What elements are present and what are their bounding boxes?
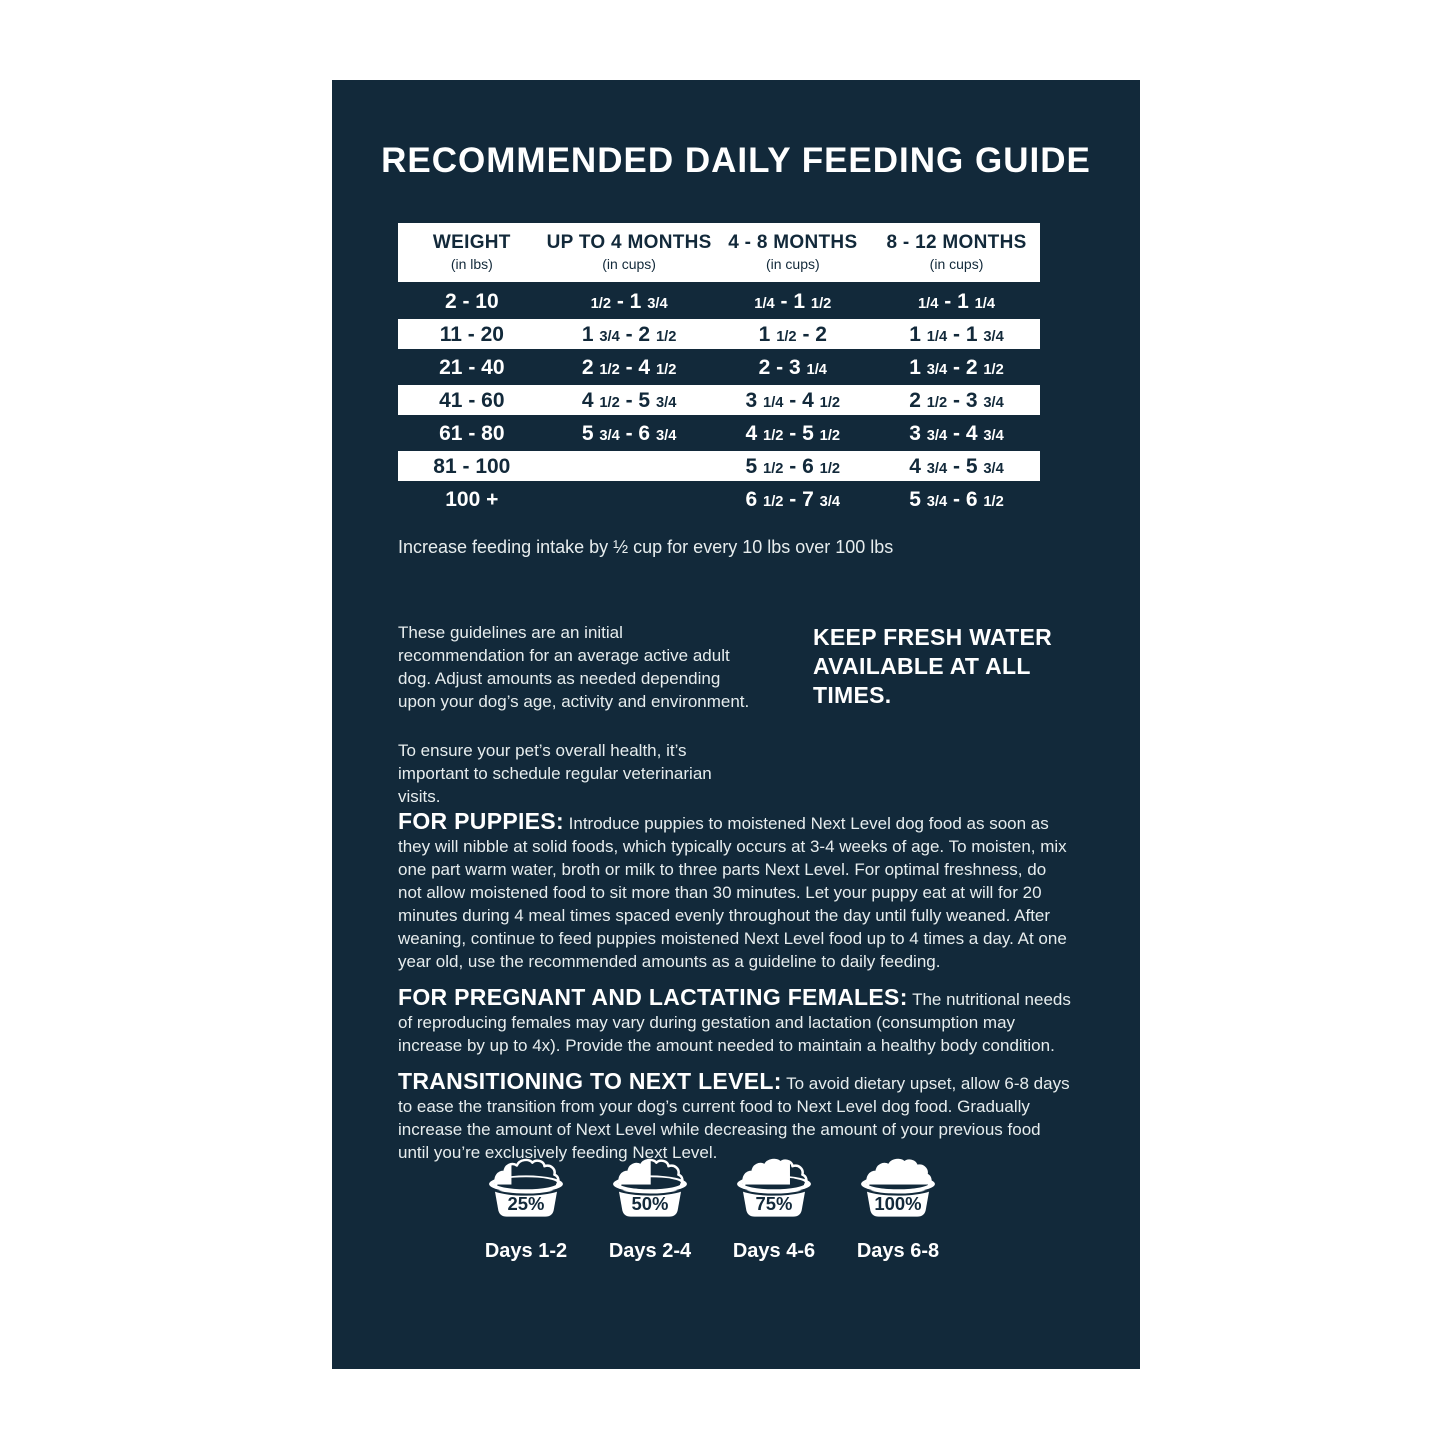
column-label: UP TO 4 MONTHS [546,231,712,253]
transition-step [848,1152,948,1263]
cell-up-to-4-months: 1 3/4 - 2 1/2 [581,322,677,346]
table-row [398,451,1040,481]
cell-weight: 21 - 40 [439,355,505,379]
transition-days-label: Days 1-2 [484,1240,568,1262]
cell-weight: 2 - 10 [444,289,499,313]
section-heading: FOR PREGNANT AND LACTATING FEMALES: [398,984,908,1010]
section-body: Introduce puppies to moistened Next Level dog food as soon as they will nibble at solid foods, which typically occurs at 3-4 weeks of age. To moisten, mix one part warm water, broth or milk to three parts Next Level. For optimal freshness, do not allow moistened food to sit more than 30 minutes. Let your puppy eat at will for 20 minutes during 4 meal times spaced evenly throughout the day until fully weaned. After weaning, continue to feed puppies moistened Next Level food up to 4 times a day. At one year old, use the recommended amounts as a guideline to daily feeding. [398,814,1067,971]
table-footnote: Increase feeding intake by ½ cup for every 10 lbs over 100 lbs [398,537,894,557]
dog-bowl-50-icon [600,1152,700,1223]
column-label: 4 - 8 MONTHS [728,231,858,253]
cell-8-12-months: 4 3/4 - 5 3/4 [909,454,1004,478]
column-unit: (in cups) [765,256,820,273]
cell-4-8-months: 1 1/2 - 2 [758,322,827,346]
cell-4-8-months: 6 1/2 - 7 3/4 [745,487,841,511]
transition-schedule [376,1152,1048,1263]
column-header-8-12-months [873,233,1040,273]
table-row [398,484,1040,514]
column-unit: (in cups) [929,256,984,273]
notes-left-column [398,621,750,808]
transition-percent: 50% [631,1193,669,1215]
cell-up-to-4-months: 1/2 - 1 3/4 [590,289,668,313]
cell-weight: 41 - 60 [439,388,505,412]
table-header-row [398,223,1040,282]
transition-days-label: Days 4-6 [732,1240,816,1262]
cell-4-8-months: 2 - 3 1/4 [758,355,827,379]
cell-8-12-months: 1 3/4 - 2 1/2 [909,355,1004,379]
cell-up-to-4-months: 2 1/2 - 4 1/2 [581,355,677,379]
cell-8-12-months: 1 1/4 - 1 3/4 [909,322,1004,346]
cell-weight: 81 - 100 [433,454,511,478]
section-heading: FOR PUPPIES: [398,808,564,834]
cell-weight: 61 - 80 [439,421,505,445]
section-body: The nutritional needs of reproducing females may vary during gestation and lactation (consumption may increase by up to 4x). Provide the amount needed to maintain a healthy body condition. [398,990,1071,1055]
transition-days-label: Days 6-8 [856,1240,940,1262]
veterinarian-note: To ensure your pet’s overall health, it’s important to schedule regular veterinarian visits. [398,741,712,806]
column-header-up-to-4-months [546,233,713,273]
section-for-puppies [398,810,1072,973]
column-label: WEIGHT [432,231,511,253]
column-label: 8 - 12 MONTHS [886,231,1027,253]
transition-percent: 25% [507,1193,545,1215]
table-row [398,352,1040,382]
fresh-water-callout: KEEP FRESH WATER AVAILABLE AT ALL TIMES. [813,624,1053,708]
transition-step [600,1152,700,1263]
column-unit: (in lbs) [450,256,493,273]
cell-up-to-4-months: 5 3/4 - 6 3/4 [581,421,677,445]
cell-4-8-months: 3 1/4 - 4 1/2 [745,388,841,412]
transition-percent: 100% [874,1193,922,1215]
cell-8-12-months: 1/4 - 1 1/4 [918,289,996,313]
cell-4-8-months: 1/4 - 1 1/2 [754,289,832,313]
cell-4-8-months: 5 1/2 - 6 1/2 [745,454,841,478]
section-pregnant-lactating [398,986,1072,1057]
dog-bowl-100-icon [848,1152,948,1223]
feeding-table [398,223,1040,517]
transition-step [724,1152,824,1263]
info-sections [398,810,1072,1177]
transition-percent: 75% [755,1193,793,1215]
column-header-weight [398,233,546,273]
section-body: To avoid dietary upset, allow 6-8 days to ease the transition from your dog’s current food to Next Level dog food. Gradually increase the amount of Next Level while decreasing the amount of your previous food until you’re exclusively feeding Next Level. [398,1074,1070,1162]
table-row [398,286,1040,316]
cell-weight: 100 + [445,487,499,511]
transition-step [476,1152,576,1263]
cell-8-12-months: 2 1/2 - 3 3/4 [909,388,1004,412]
page-title: RECOMMENDED DAILY FEEDING GUIDE [381,141,1091,180]
feeding-guide-panel [332,80,1140,1369]
column-header-4-8-months [713,233,874,273]
table-row [398,385,1040,415]
cell-up-to-4-months: 4 1/2 - 5 3/4 [581,388,677,412]
guidelines-note: These guidelines are an initial recommendation for an average active adult dog. Adjust amounts as needed depending upon your dog’s age, activity and environment. [398,623,750,711]
cell-8-12-months: 5 3/4 - 6 1/2 [909,487,1004,511]
dog-bowl-75-icon [724,1152,824,1223]
dog-bowl-25-icon [476,1152,576,1223]
column-unit: (in cups) [602,256,656,273]
cell-weight: 11 - 20 [439,322,504,346]
cell-4-8-months: 4 1/2 - 5 1/2 [745,421,841,445]
table-row [398,319,1040,349]
notes-block [398,621,1070,834]
table-row [398,418,1040,448]
section-transitioning [398,1070,1072,1164]
section-heading: TRANSITIONING TO NEXT LEVEL: [398,1068,782,1094]
transition-days-label: Days 2-4 [608,1240,692,1262]
cell-8-12-months: 3 3/4 - 4 3/4 [909,421,1004,445]
